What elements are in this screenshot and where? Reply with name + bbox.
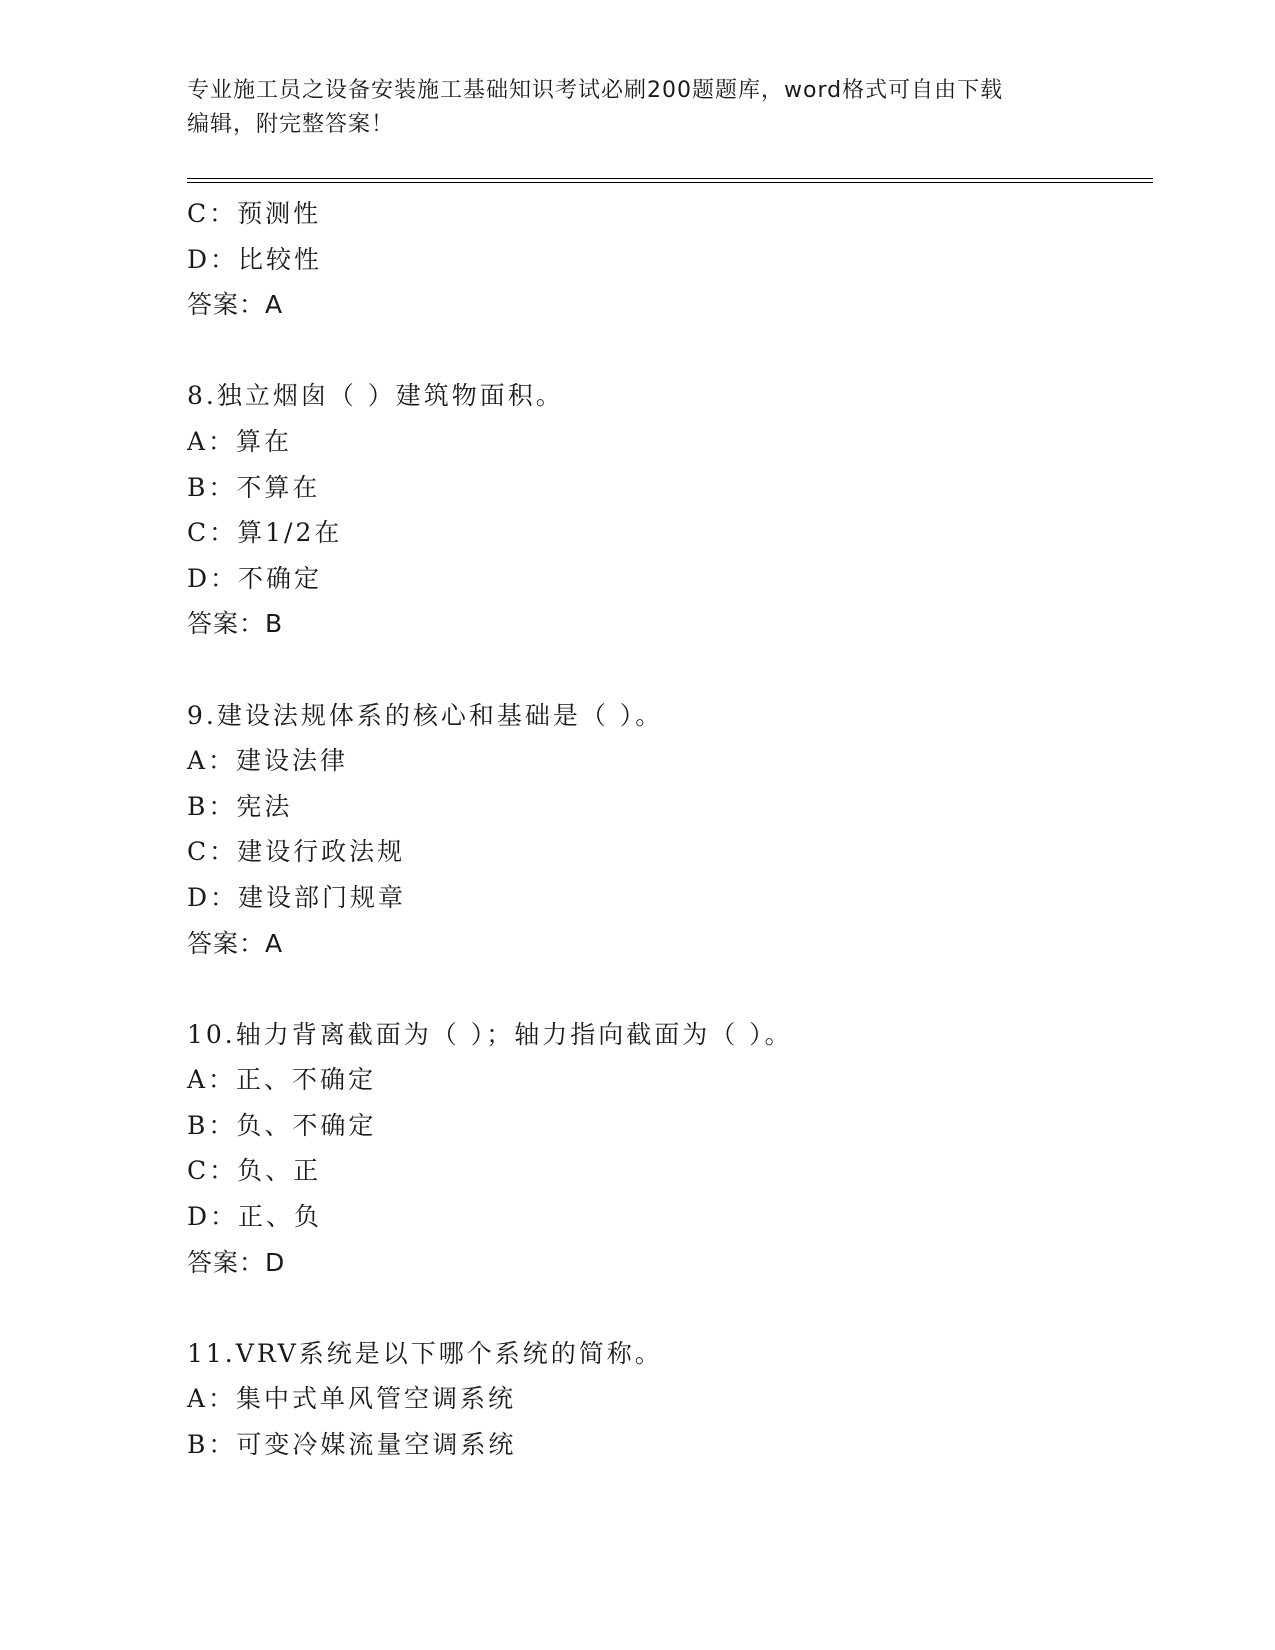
answer-option: B：不算在 (187, 472, 321, 502)
document-header (187, 74, 1087, 142)
spacer (187, 328, 1147, 374)
question-stem: 8.独立烟囱（ ）建筑物面积。 (187, 381, 564, 411)
answer-line: 答案：A (187, 928, 284, 958)
question-stem: 9.建设法规体系的核心和基础是（ ）。 (187, 700, 664, 730)
answer-line: 答案：D (187, 1247, 286, 1277)
header-title-line-2: 编辑，附完整答案！ (187, 112, 395, 137)
answer-option: C：预测性 (187, 199, 322, 228)
spacer (187, 1285, 1147, 1331)
header-divider-top (187, 178, 1153, 179)
answer-option: C：负、正 (187, 1156, 322, 1186)
answer-option: A：正、不确定 (187, 1065, 377, 1095)
answer-option: D：比较性 (187, 244, 323, 274)
answer-option: B：宪法 (187, 791, 293, 821)
question-list (187, 191, 1147, 1468)
question-stem: 11.VRV系统是以下哪个系统的简称。 (187, 1338, 663, 1368)
spacer (187, 647, 1147, 693)
answer-option: A：算在 (187, 426, 293, 456)
answer-option: B：负、不确定 (187, 1110, 377, 1140)
header-divider-bottom (187, 182, 1153, 183)
question-stem: 10.轴力背离截面为（ ）；轴力指向截面为（ ）。 (187, 1019, 793, 1049)
answer-option: D：建设部门规章 (187, 882, 407, 912)
answer-option: C：建设行政法规 (187, 837, 406, 867)
answer-option: A：建设法律 (187, 746, 349, 776)
answer-line: 答案：B (187, 609, 284, 639)
answer-line: 答案：A (187, 290, 284, 320)
answer-option: D：不确定 (187, 563, 323, 593)
answer-option: D：正、负 (187, 1202, 323, 1232)
header-title-line-1: 专业施工员之设备安装施工基础知识考试必刷200题题库，word格式可自由下载 (187, 78, 1004, 103)
spacer (187, 966, 1147, 1012)
answer-option: C：算1/2在 (187, 518, 343, 548)
answer-option: B：可变冷媒流量空调系统 (187, 1430, 517, 1460)
answer-option: A：集中式单风管空调系统 (187, 1384, 517, 1414)
